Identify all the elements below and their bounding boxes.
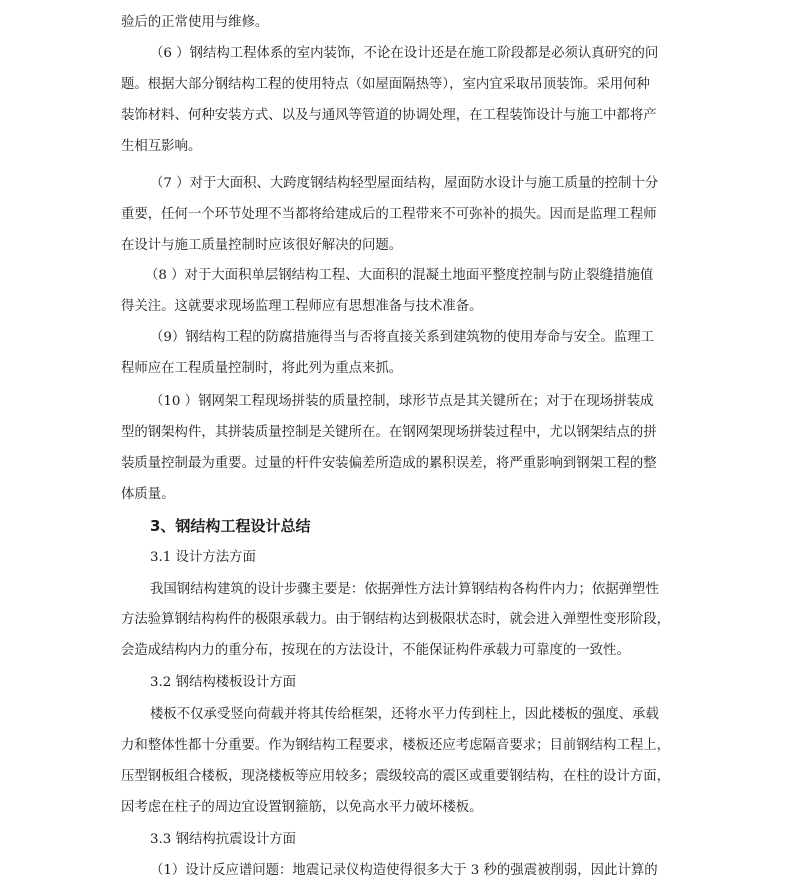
text-line: 力和整体性都十分重要。作为钢结构工程要求，楼板还应考虑隔音要求；目前钢结构工程上， (121, 738, 671, 753)
text-line: 得关注。这就要求现场监理工程师应有思想准备与技术准备。 (121, 299, 483, 314)
text-line: （10 ）钢网架工程现场拼装的质量控制，球形节点是其关键所在；对于在现场拼装成 (150, 394, 654, 409)
text-line: 楼板不仅承受竖向荷载并将其传给框架，还将水平力传到柱上，因此楼板的强度、承载 (150, 707, 659, 722)
text-line: 体质量。 (121, 487, 175, 502)
text-line: 型的钢架构件，其拼装质量控制是关键所在。在钢网架现场拼装过程中，尤以钢架结点的拼 (121, 425, 657, 440)
text-line: 生相互影响。 (121, 139, 202, 154)
text-line: 在设计与施工质量控制时应该很好解决的问题。 (121, 238, 403, 253)
text-line: 方法验算钢结构构件的极限承载力。由于钢结构达到极限状态时，就会进入弹塑性变形阶段， (121, 612, 671, 627)
text-line: 验后的正常使用与维修。 (121, 15, 269, 30)
text-line: 题。根据大部分钢结构工程的使用特点（如屋面隔热等），室内宜采取吊顶装饰。采用何种 (121, 77, 650, 92)
text-line: 装质量控制最为重要。过量的杆件安装偏差所造成的累积误差，将严重影响到钢架工程的整 (121, 456, 657, 471)
text-line: 我国钢结构建筑的设计步骤主要是：依据弹性方法计算钢结构各构件内力；依据弹塑性 (150, 582, 659, 597)
text-line: （9）钢结构工程的防腐措施得当与否将直接关系到建筑物的使用寿命与安全。监理工 (150, 330, 654, 345)
section-heading: 3、钢结构工程设计总结 (150, 517, 311, 535)
text-line: （7 ）对于大面积、大跨度钢结构轻型屋面结构，屋面防水设计与施工质量的控制十分 (150, 176, 659, 191)
subsection-heading: 3.2 钢结构楼板设计方面 (150, 675, 297, 690)
text-line: 压型钢板组合楼板，现浇楼板等应用较多；震级较高的震区或重要钢结构，在柱的设计方面， (121, 769, 671, 784)
text-line: （1）设计反应谱问题：地震记录仪构造使得很多大于 3 秒的强震被削弱，因此计算的 (150, 863, 658, 878)
text-line: （6 ）钢结构工程体系的室内装饰，不论在设计还是在施工阶段都是必须认真研究的问 (150, 46, 659, 61)
subsection-heading: 3.3 钢结构抗震设计方面 (150, 832, 297, 847)
text-line: 装饰材料、何种安装方式、以及与通风等管道的协调处理，在工程装饰设计与施工中都将产 (121, 108, 657, 123)
text-line: 因考虑在柱子的周边宜设置钢箍筋，以免高水平力破坏楼板。 (121, 800, 483, 815)
text-line: 程师应在工程质量控制时，将此列为重点来抓。 (121, 361, 403, 376)
subsection-heading: 3.1 设计方法方面 (150, 550, 256, 565)
text-line: 重要，任何一个环节处理不当都将给建成后的工程带来不可弥补的损失。因而是监理工程师 (121, 207, 657, 222)
text-line: （8 ）对于大面积单层钢结构工程、大面积的混凝土地面平整度控制与防止裂缝措施值 (145, 268, 654, 283)
text-line: 会造成结构内力的重分布，按现在的方法设计，不能保证构件承载力可靠度的一致性。 (121, 643, 630, 658)
